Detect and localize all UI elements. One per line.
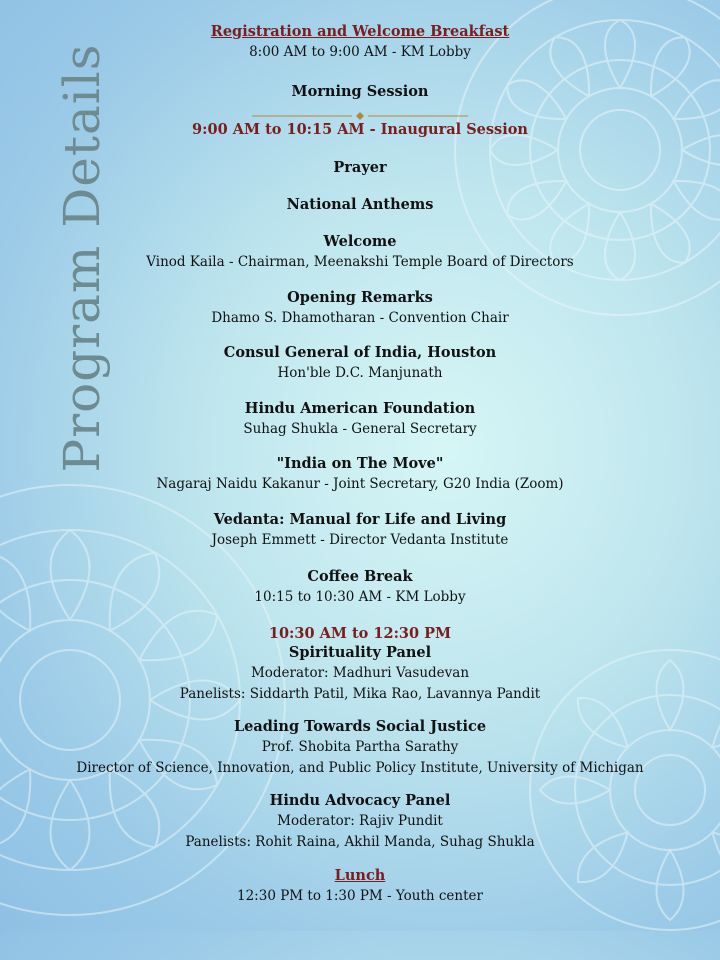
india-move-heading: "India on The Move" [276, 455, 444, 472]
section-anthems [0, 195, 720, 215]
opening-speaker: Dhamo S. Dhamotharan - Convention Chair [211, 310, 509, 326]
coffee-time: 10:15 to 10:30 AM - KM Lobby [254, 589, 466, 605]
advocacy-moderator: Moderator: Rajiv Pundit [277, 813, 443, 829]
consul-heading: Consul General of India, Houston [223, 344, 497, 361]
section-lunch [0, 866, 720, 907]
midmorning-time-heading: 10:30 AM to 12:30 PM [268, 625, 452, 642]
india-move-speaker: Nagaraj Naidu Kakanur - Joint Secretary, G20 India (Zoom) [156, 476, 564, 492]
section-vedanta [0, 510, 720, 551]
inaugural-heading: 9:00 AM to 10:15 AM - Inaugural Session [192, 121, 528, 138]
registration-heading: Registration and Welcome Breakfast [210, 23, 510, 40]
spirituality-moderator: Moderator: Madhuri Vasudevan [250, 665, 470, 681]
section-social-justice [0, 717, 720, 779]
vedanta-heading: Vedanta: Manual for Life and Living [213, 511, 507, 528]
morning-session-heading: Morning Session [291, 83, 429, 100]
welcome-heading: Welcome [323, 233, 397, 250]
social-justice-heading: Leading Towards Social Justice [233, 718, 487, 735]
advocacy-heading: Hindu Advocacy Panel [269, 792, 451, 809]
haf-heading: Hindu American Foundation [244, 400, 476, 417]
section-consul [0, 343, 720, 384]
social-justice-speaker: Prof. Shobita Partha Sarathy [261, 739, 459, 755]
social-justice-affiliation: Director of Science, Innovation, and Public Policy Institute, University of Michigan [76, 760, 644, 776]
ornamental-divider [252, 112, 468, 120]
lunch-heading: Lunch [334, 867, 386, 884]
vedanta-speaker: Joseph Emmett - Director Vedanta Institute [211, 532, 509, 548]
side-title: Program Details [53, 43, 111, 473]
registration-time: 8:00 AM to 9:00 AM - KM Lobby [249, 44, 471, 60]
section-welcome [0, 232, 720, 273]
coffee-heading: Coffee Break [307, 568, 413, 585]
section-inaugural [0, 120, 720, 140]
haf-speaker: Suhag Shukla - General Secretary [243, 421, 477, 437]
prayer-heading: Prayer [333, 159, 387, 176]
section-coffee [0, 567, 720, 608]
opening-heading: Opening Remarks [287, 289, 433, 306]
advocacy-panelists: Panelists: Rohit Raina, Akhil Manda, Suhag Shukla [185, 834, 535, 850]
section-haf [0, 399, 720, 440]
section-morning [0, 82, 720, 102]
section-opening [0, 288, 720, 329]
section-advocacy [0, 791, 720, 853]
section-prayer [0, 158, 720, 178]
spirituality-heading: Spirituality Panel [288, 644, 432, 661]
welcome-speaker: Vinod Kaila - Chairman, Meenakshi Temple Board of Directors [146, 254, 574, 270]
spirituality-panelists: Panelists: Siddarth Patil, Mika Rao, Lavannya Pandit [179, 686, 541, 702]
consul-speaker: Hon'ble D.C. Manjunath [277, 365, 443, 381]
section-india-move [0, 454, 720, 495]
section-midmorning [0, 624, 720, 644]
lunch-time: 12:30 PM to 1:30 PM - Youth center [237, 888, 483, 904]
section-registration [0, 22, 720, 63]
section-spirituality [0, 643, 720, 705]
anthems-heading: National Anthems [286, 196, 434, 213]
